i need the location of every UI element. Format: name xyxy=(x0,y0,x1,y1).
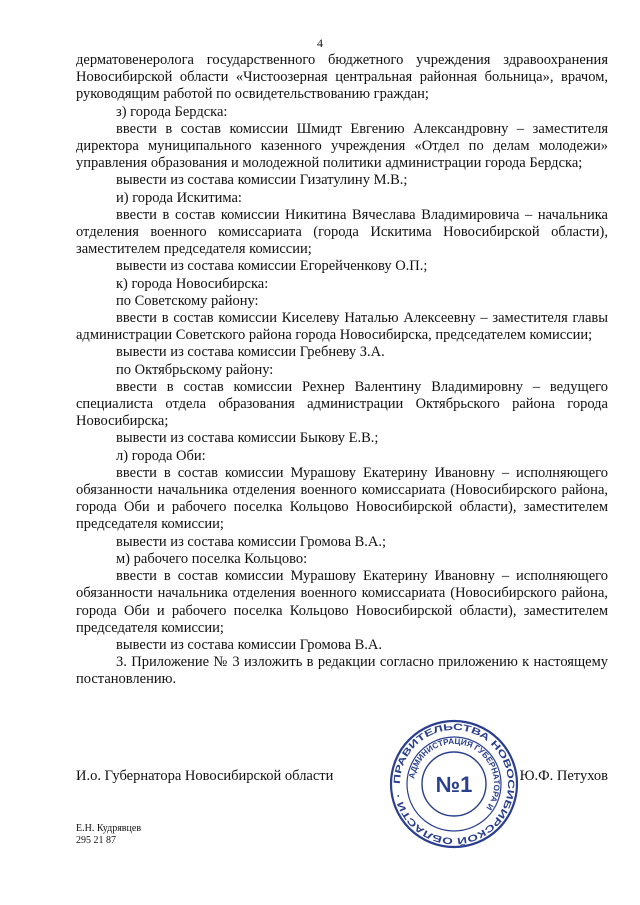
signer-title: И.о. Губернатора Новосибирской области xyxy=(76,768,334,784)
page-number: 4 xyxy=(317,36,323,50)
paragraph: вывести из состава комиссии Быкову Е.В.; xyxy=(116,430,379,447)
paragraph: вывести из состава комиссии Егорейченкову О.П.; xyxy=(116,258,428,275)
paragraph: дерматовенеролога государственного бюджетного учреждения здравоохранения Новосибирской области «Чистоозерная центральная районная больница», врачом, руководящим работой по освидетельствованию граждан; xyxy=(76,52,608,103)
seal-center-text: №1 xyxy=(435,772,473,797)
paragraph: ввести в состав комиссии Мурашову Екатерину Ивановну – исполняющего обязанности начальника отделения военного комиссариата (Новосибирского района, города Оби и рабочего поселка Кольцово Новосибирской области), заместителем председателя комиссии; xyxy=(76,464,608,533)
signer-name: Ю.Ф. Петухов xyxy=(519,768,608,784)
seal-inner-text: АДМИНИСТРАЦИЯ ГУБЕРНАТОРА И xyxy=(407,736,502,812)
official-seal xyxy=(388,718,520,850)
paragraph: по Советскому району: xyxy=(116,292,259,309)
executor-info xyxy=(76,823,141,847)
paragraph: вывести из состава комиссии Громова В.А.; xyxy=(116,533,387,550)
paragraph: 3. Приложение № 3 изложить в редакции согласно приложению к настоящему постановлению. xyxy=(76,654,608,688)
paragraph: ввести в состав комиссии Рехнер Валентину Владимировну – ведущего специалиста отдела образования администрации Октябрьского района города Новосибирска; xyxy=(76,378,608,430)
paragraph: ввести в состав комиссии Никитина Вячеслава Владимировича – начальника отделения военного комиссариата (города Искитима Новосибирской области), заместителем председателя комиссии; xyxy=(76,206,608,258)
paragraph: вывести из состава комиссии Гребневу З.А. xyxy=(116,344,385,361)
paragraph: ввести в состав комиссии Шмидт Евгению Александровну – заместителя директора муниципального казенного учреждения «Отдел по делам молодежи» управления образования и молодежной политики администрации города Бердска; xyxy=(76,120,608,172)
paragraph: по Октябрьскому району: xyxy=(116,361,274,378)
document-body xyxy=(76,52,608,689)
paragraph: ввести в состав комиссии Мурашову Екатерину Ивановну – исполняющего обязанности начальника отделения военного комиссариата (Новосибирского района, города Оби и рабочего поселка Кольцово Новосибирской области), заместителем председателя комиссии; xyxy=(76,568,608,636)
paragraph: к) города Новосибирска: xyxy=(116,275,269,292)
paragraph: ввести в состав комиссии Киселеву Наталью Алексеевну – заместителя главы администрации Советского района города Новосибирска, председателем комиссии; xyxy=(76,310,608,344)
paragraph: и) города Искитима: xyxy=(116,189,242,206)
paragraph: м) рабочего поселка Кольцово: xyxy=(116,550,308,567)
paragraph: з) города Бердска: xyxy=(116,103,228,120)
seal-outer-text: ПРАВИТЕЛЬСТВА НОВОСИБИРСКОЙ ОБЛАСТИ · xyxy=(391,721,517,847)
paragraph: вывести из состава комиссии Громова В.А. xyxy=(116,636,383,653)
paragraph: вывести из состава комиссии Гизатулину М.В.; xyxy=(116,172,408,189)
executor-phone: 295 21 87 xyxy=(76,835,116,846)
executor-name: Е.Н. Кудрявцев xyxy=(76,823,142,834)
paragraph: л) города Оби: xyxy=(116,447,206,464)
